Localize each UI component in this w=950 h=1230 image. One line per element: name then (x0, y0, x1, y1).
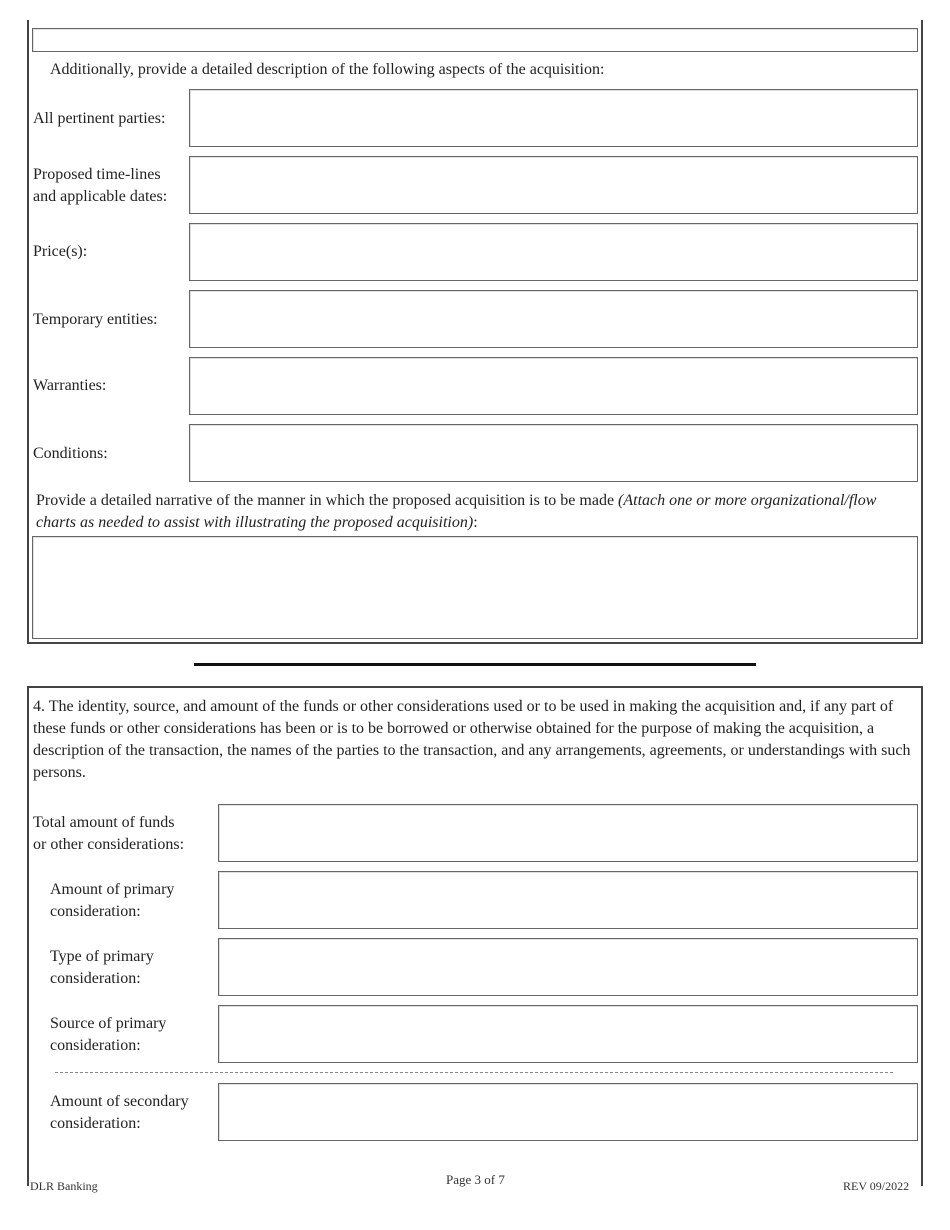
footer-left: DLR Banking (30, 1179, 98, 1193)
primary-type-field[interactable] (218, 938, 918, 996)
primary-source-label: Source of primary consideration: (50, 1015, 167, 1054)
dashed-separator (55, 1072, 893, 1073)
narrative-prompt: Provide a detailed narrative of the manner in which the proposed acquisition is to be made (Attach one or more organizational/flow charts as needed to assist with illustrating the proposed acquisition): (36, 492, 877, 531)
timelines-field[interactable] (189, 156, 918, 214)
prices-label: Price(s): (33, 243, 88, 260)
section-3-intro: Additionally, provide a detailed description of the following aspects of the acquisition: (50, 61, 605, 78)
warranties-field[interactable] (189, 357, 918, 415)
primary-source-field[interactable] (218, 1005, 918, 1063)
parties-field[interactable] (189, 89, 918, 147)
total-amount-label: Total amount of funds or other considerations: (33, 814, 185, 853)
primary-amount-label: Amount of primary consideration: (50, 881, 175, 920)
timelines-label: Proposed time-lines and applicable dates: (33, 166, 168, 205)
parties-label: All pertinent parties: (33, 110, 166, 127)
footer-revision: REV 09/2022 (843, 1179, 910, 1193)
secondary-amount-field[interactable] (218, 1083, 918, 1141)
conditions-label: Conditions: (33, 445, 108, 462)
section-4-question: 4. The identity, source, and amount of the funds or other considerations used or to be used in making the acquisition and, if any part of these funds or other considerations has been or is to be borrowed or otherwise obtained for the purpose of making the acquisition, a description of the transaction, the names of the parties to the transaction, and any arrangements, agreements, or understandings with such persons. (33, 698, 911, 781)
primary-type-label: Type of primary consideration: (50, 948, 154, 987)
previous-answer-field[interactable] (32, 28, 918, 52)
temporary-entities-field[interactable] (189, 290, 918, 348)
prices-field[interactable] (189, 223, 918, 281)
warranties-label: Warranties: (33, 377, 107, 394)
narrative-field[interactable] (32, 536, 918, 639)
temporary-entities-label: Temporary entities: (33, 311, 158, 328)
conditions-field[interactable] (189, 424, 918, 482)
footer-page-number: Page 3 of 7 (446, 1172, 505, 1187)
primary-amount-field[interactable] (218, 871, 918, 929)
section-divider (194, 663, 756, 666)
total-amount-field[interactable] (218, 804, 918, 862)
secondary-amount-label: Amount of secondary consideration: (50, 1093, 189, 1132)
